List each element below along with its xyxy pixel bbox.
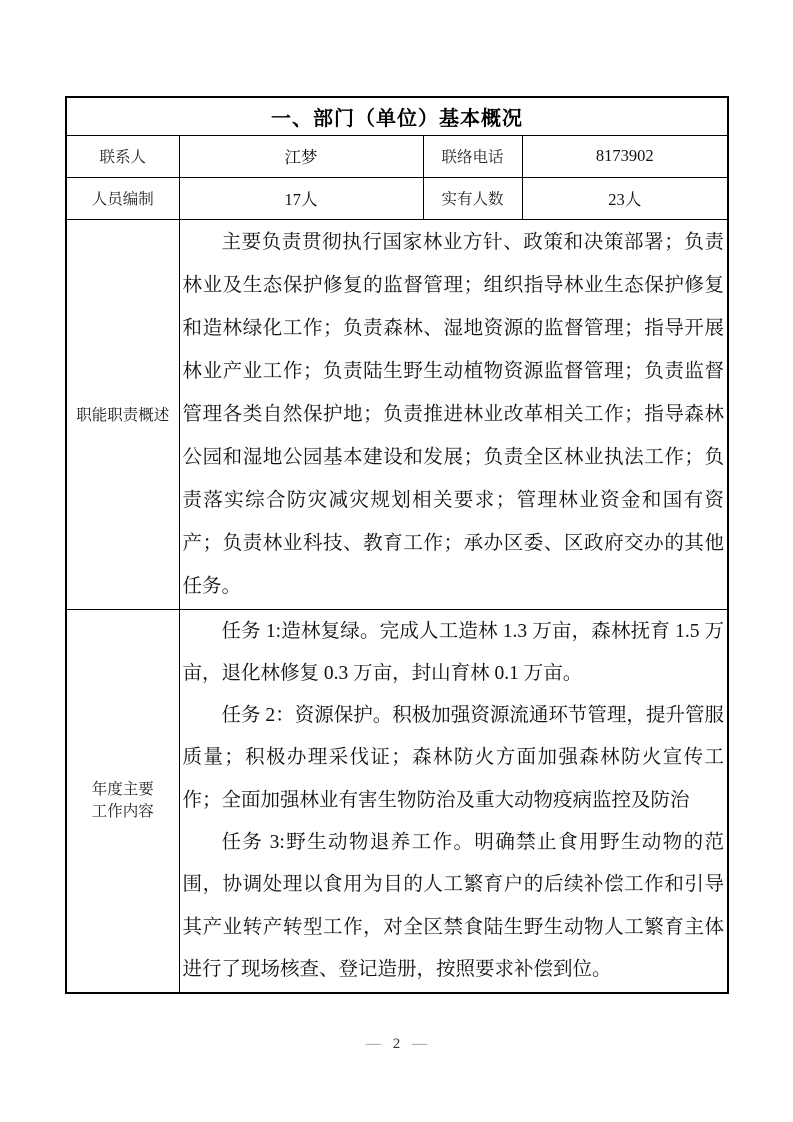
duties-paragraph: 主要负责贯彻执行国家林业方针、政策和决策部署；负责林业及生态保护修复的监督管理；组织指导林业生态保护修复和造林绿化工作；负责森林、湿地资源的监督管理；指导开展林业产业工作；负责陆生野生动植物资源监督管理；负责监督管理各类自然保护地；负责推进林业改革相关工作；指导森林公园和湿地公园基本建设和发展；负责全区林业执法工作；负责落实综合防灾减灾规划相关要求；管理林业资金和国有资产；负责林业科技、教育工作；承办区委、区政府交办的其他任务。 xyxy=(182,231,724,597)
table-row xyxy=(66,219,728,609)
annual-work-label-line2: 工作内容 xyxy=(91,802,154,820)
task-3-paragraph: 任务 3:野生动物退养工作。明确禁止食用野生动物的范围，协调处理以食用为目的人工繁育户的后续补偿工作和引导其产业转产转型工作，对全区禁食陆生野生动物人工繁育主体进行了现场核查、登记造册，按照要求补偿到位。 xyxy=(182,831,724,980)
staffing-quota-label: 人员编制 xyxy=(66,177,179,219)
page-number-dash-right: — xyxy=(412,1036,428,1052)
table-title-row xyxy=(66,97,728,135)
contact-person-value: 江梦 xyxy=(179,135,423,177)
actual-headcount-label: 实有人数 xyxy=(423,177,522,219)
section-title: 一、部门（单位）基本概况 xyxy=(66,97,728,135)
table-row xyxy=(66,177,728,219)
task-2-paragraph: 任务 2：资源保护。积极加强资源流通环节管理，提升管服质量；积极办理采伐证；森林防火方面加强森林防火宣传工作；全面加强林业有害生物防治及重大动物疫病监控及防治 xyxy=(182,705,724,811)
staffing-quota-value: 17人 xyxy=(179,177,423,219)
duties-overview-text xyxy=(179,219,728,609)
basic-overview-table xyxy=(65,96,729,994)
actual-headcount-value: 23人 xyxy=(522,177,728,219)
contact-phone-value: 8173902 xyxy=(522,135,728,177)
page-number-dash-left: — xyxy=(365,1036,381,1052)
annual-work-label-line1: 年度主要 xyxy=(91,780,154,798)
table-row xyxy=(66,609,728,993)
task-1-paragraph: 任务 1:造林复绿。完成人工造林 1.3 万亩，森林抚育 1.5 万亩，退化林修复 0.3 万亩，封山育林 0.1 万亩。 xyxy=(182,620,724,684)
table-row xyxy=(66,135,728,177)
duties-overview-label: 职能职责概述 xyxy=(66,219,179,609)
page-number-value: 2 xyxy=(392,1036,401,1052)
annual-work-text xyxy=(179,609,728,993)
contact-person-label: 联系人 xyxy=(66,135,179,177)
contact-phone-label: 联络电话 xyxy=(423,135,522,177)
page-number xyxy=(0,1036,793,1053)
annual-work-label xyxy=(66,609,179,993)
